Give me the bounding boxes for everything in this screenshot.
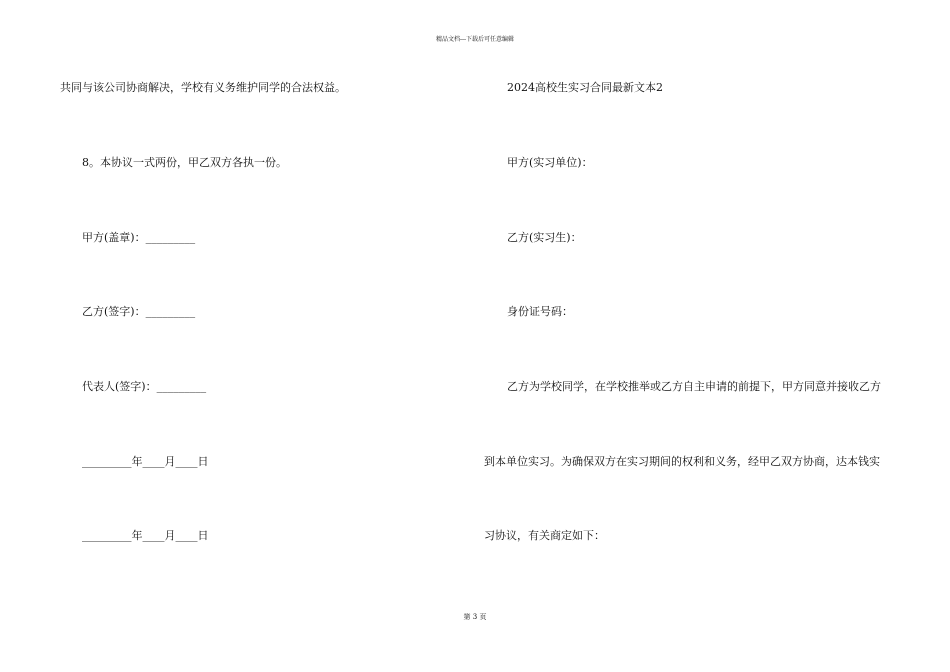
right-paragraph-line-1: 乙方为学校同学，在学校推举或乙方自主申请的前提下，甲方同意并接收乙方 [507, 380, 881, 393]
left-line-2: 8。本协议一式两份，甲乙双方各执一份。 [82, 156, 287, 169]
party-a-seal-line: 甲方(盖章)：_________ [82, 231, 196, 244]
party-b-sign-line: 乙方(签字)：_________ [82, 305, 196, 318]
document-title: 2024高校生实习合同最新文本2 [507, 81, 663, 94]
party-b-label: 乙方(实习生)： [507, 231, 582, 244]
party-a-label: 甲方(实习单位)： [507, 156, 593, 169]
date-line-2: _________年____月____日 [82, 529, 209, 542]
right-paragraph-line-3: 习协议，有关商定如下： [484, 529, 605, 542]
id-number-label: 身份证号码： [507, 305, 573, 318]
date-line-1: _________年____月____日 [82, 455, 209, 468]
left-line-1: 共同与该公司协商解决，学校有义务维护同学的合法权益。 [60, 81, 346, 94]
representative-sign-line: 代表人(签字)：_________ [82, 380, 207, 393]
page-number: 第 3 页 [463, 613, 487, 621]
right-paragraph-line-2: 到本单位实习。为确保双方在实习期间的权利和义务，经甲乙双方协商，达本钱实 [484, 455, 880, 468]
page-header: 精品文档---下载后可任意编辑 [435, 36, 515, 43]
